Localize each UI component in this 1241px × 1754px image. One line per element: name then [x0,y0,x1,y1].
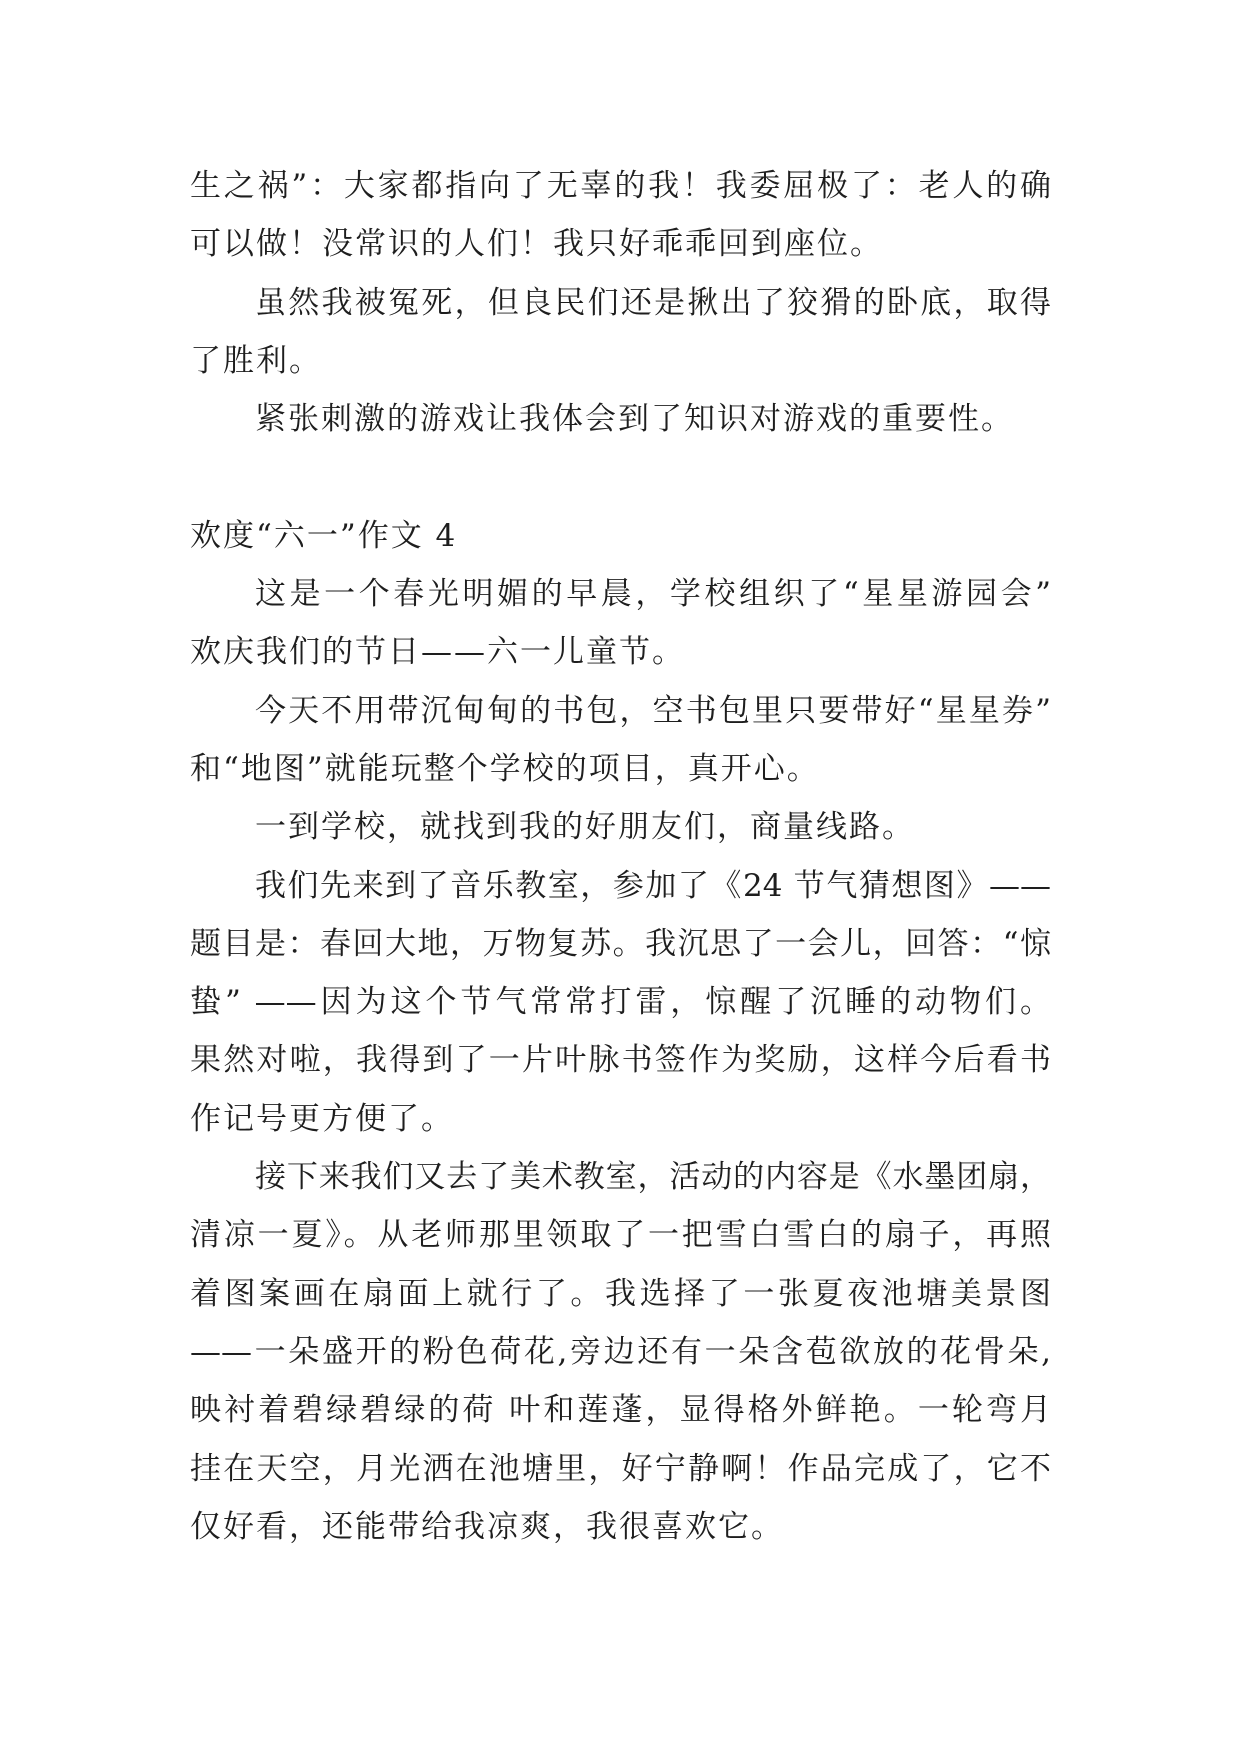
text-line: 果然对啦，我得到了一片叶脉书签作为奖励，这样今后看书 [190,1042,1051,1079]
text-line: 我们先来到了音乐教室，参加了《24 节气猜想图》—— [255,867,1051,904]
text-line: 蛰” ——因为这个节气常常打雷，惊醒了沉睡的动物们。 [190,984,1051,1021]
text-line: 紧张刺激的游戏让我体会到了知识对游戏的重要性。 [255,401,1014,438]
text-line: 和“地图”就能玩整个学校的项目，真开心。 [190,750,820,787]
text-line: 挂在天空，月光洒在池塘里，好宁静啊！作品完成了，它不 [190,1450,1051,1487]
text-line: 清凉一夏》。从老师那里领取了一把雪白雪白的扇子，再照 [190,1217,1051,1254]
paragraph [190,857,1051,1148]
text-line: 这是一个春光明媚的早晨，学校组织了“星星游园会” [255,576,1051,613]
paragraph [190,1148,1051,1556]
text-line: 一到学校，就找到我的好朋友们，商量线路。 [255,809,915,846]
paragraph [190,274,1051,391]
text-line: 题目是：春回大地，万物复苏。我沉思了一会儿，回答：“惊 [190,925,1051,962]
text-line: 可以做！没常识的人们！我只好乖乖回到座位。 [190,226,883,263]
text-line: ——一朵盛开的粉色荷花,旁边还有一朵含苞欲放的花骨朵, [190,1333,1051,1370]
paragraph [190,682,1051,799]
paragraph [190,390,1051,448]
text-line: 作记号更方便了。 [190,1100,454,1137]
text-line: 欢庆我们的节日——六一儿童节。 [190,634,685,671]
paragraph [190,565,1051,682]
paragraph [190,157,1051,274]
paragraph [190,798,1051,856]
document-body [190,157,1051,1556]
text-line: 生之祸”：大家都指向了无辜的我！我委屈极了：老人的确 [190,168,1051,204]
section-title: 欢度“六一”作文 4 [190,517,458,554]
text-line: 今天不用带沉甸甸的书包，空书包里只要带好“星星券” [255,692,1051,729]
text-line: 映衬着碧绿碧绿的荷 叶和莲蓬，显得格外鲜艳。一轮弯月 [190,1392,1051,1429]
blank-line [190,448,1051,506]
text-line: 着图案画在扇面上就行了。我选择了一张夏夜池塘美景图 [190,1275,1051,1312]
text-line: 仅好看，还能带给我凉爽，我很喜欢它。 [190,1508,784,1545]
text-line: 了胜利。 [190,342,322,379]
text-line: 接下来我们又去了美术教室，活动的内容是《水墨团扇， [255,1159,1051,1196]
text-line: 虽然我被冤死，但良民们还是揪出了狡猾的卧底，取得 [255,284,1051,321]
